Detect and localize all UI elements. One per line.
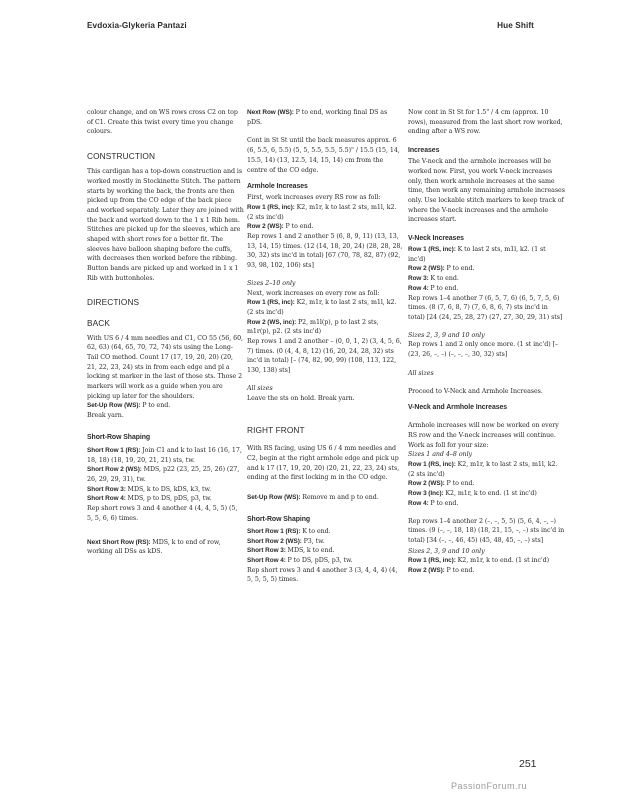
row-label: Short Row 2 (WS): — [87, 466, 144, 474]
pattern-row — [247, 203, 404, 222]
paragraph: Rep rows 1 and 2 another – (0, 0, 1, 2) (3, 4, 5, 6, 7) times. (0 (4, 4, 8, 12) (16, 20, 24, 28, 32) sts inc'd in total) [– (74, 82, 90, 99) (108, 113, 122, 130, 138) sts] — [247, 338, 402, 375]
row-instruction: P to end. — [285, 223, 314, 231]
row-instruction: Join C1 and k to last 16 (16, 17, 18, 18) (18, 19, 20, 21, 21) sts, tw. — [87, 446, 242, 464]
row-instruction: K2, m1r, k to last 2 sts, m1l, k2. (2 sts inc'd) — [247, 299, 397, 316]
row-instruction: K2, m1r, k to end. (1 st inc'd) — [445, 490, 537, 498]
row-label: Row 1 (RS, inc): — [247, 203, 297, 211]
pattern-row — [247, 556, 404, 566]
row-label: Row 3: — [408, 275, 431, 283]
row-instruction: MDS, p22 (23, 25, 25, 26) (27, 26, 29, 29, 31), tw. — [87, 466, 240, 483]
paragraph: Rep rows 1–4 another 7 (6, 5, 7, 6) (6, 5, 7, 5, 6) times. (8 (7, 6, 8, 7) (7, 6, 8, 6, 7) sts inc'd in total) [24 (24, 25, 28, 27) (27, 27, 30, 29, 31) sts] — [408, 294, 563, 321]
row-instruction: K2, m1r, k to last 2 sts, m1l, k2. (2 sts inc'd) — [408, 460, 558, 478]
section-heading: BACK — [87, 317, 110, 328]
row-instruction: K2, m1r, k to end. (1 st inc'd) — [457, 557, 550, 565]
row-label: Next Row (WS): — [247, 109, 296, 116]
row-label: Row 3 (Inc): — [408, 490, 446, 498]
paragraph: First, work increases every RS row as foll: — [247, 194, 381, 202]
pattern-row — [87, 494, 244, 504]
pattern-row — [247, 222, 404, 232]
running-header-title: Hue Shift — [497, 21, 534, 30]
row-label: Row 1 (RS, inc): — [408, 246, 458, 254]
pattern-row — [247, 318, 404, 337]
row-instruction: P to DS, pDS, p3, tw. — [287, 556, 353, 564]
paragraph: Cont in St St until the back measures approx. 6 (6, 5.5, 6, 5.5) (5, 5, 5.5, 5.5, 5.5)" / 15.5 (15, 14, 15.5, 14) (13, 12.5, 14, 15, 14) cm from the centre of the CO edge. — [247, 137, 400, 174]
row-label: Row 2 (WS): — [408, 265, 447, 273]
pattern-row — [408, 479, 565, 489]
row-label: Short Row 3: — [247, 547, 288, 555]
subsection-heading: Short-Row Shaping — [247, 515, 311, 523]
watermark: PassionForum.ru — [451, 781, 528, 791]
running-header-author: Evdoxia-Glykeria Pantazi — [87, 21, 187, 30]
paragraph: Next, work increases on every row as foll: — [247, 289, 380, 297]
pattern-row — [87, 465, 244, 484]
subsection-heading: V-Neck Increases — [408, 235, 464, 243]
pattern-row — [408, 284, 565, 294]
row-label: Next Short Row (RS): — [87, 538, 153, 546]
pattern-row — [408, 556, 565, 566]
pattern-row — [247, 493, 404, 503]
pattern-row — [247, 527, 404, 537]
row-label: Row 1 (RS, inc): — [247, 299, 297, 307]
paragraph: Rep short rows 3 and 4 another 3 (3, 4, 4, 4) (4, 5, 5, 5, 5) times. — [247, 566, 398, 584]
size-note: Sizes 2, 3, 9 and 10 only — [408, 547, 485, 555]
paragraph: Rep rows 1 and 2 another 5 (6, 8, 9, 11) (13, 13, 13, 14, 15) times. (12 (14, 18, 20, 24) (28, 28, 28, 30, 32) sts inc'd in total) [67 (70, 78, 82, 87) (92, 93, 98, 102, 106) sts] — [247, 233, 403, 270]
subsection-heading: V-Neck and Armhole Increases — [408, 404, 508, 412]
row-instruction: P to end. — [446, 567, 475, 575]
size-note: All sizes — [408, 369, 434, 377]
paragraph: Proceed to V-Neck and Armhole Increases. — [408, 388, 543, 396]
subsection-heading: Increases — [408, 147, 440, 155]
section-heading: RIGHT FRONT — [247, 425, 305, 436]
paragraph: With RS facing, using US 6 / 4 mm needles and C2, begin at the right armhole edge and pick up and k 17 (17, 19, 20, 20) (20, 21, 22, 23, 24) sts, ending at the first locking m in the CO edge. — [247, 445, 400, 482]
pattern-row — [87, 446, 244, 465]
row-label: Row 2 (WS): — [247, 223, 286, 231]
row-label: Row 2 (WS, inc): — [247, 318, 298, 326]
row-label: Set-Up Row (WS): — [87, 402, 143, 410]
paragraph: Rep short rows 3 and 4 another 4 (4, 4, 5, 5) (5, 5, 5, 6, 6) times. — [87, 505, 238, 522]
size-note: Sizes 1 and 4–8 only — [408, 451, 473, 459]
pattern-row — [408, 274, 565, 284]
row-instruction: P to end. — [446, 480, 475, 488]
pattern-row — [247, 537, 404, 547]
size-note: All sizes — [247, 384, 273, 392]
pattern-row — [247, 298, 404, 317]
pattern-row — [408, 489, 565, 499]
paragraph: Rep rows 1–4 another 2 (–, –, 5, 5) (5, 6, 4, –, –) times. (9 (–, –, 18, 18) (18, 21, 15, –, –) sts inc'd in total) [34 (–, –, 46, 45) (45, 48, 45, –, –) sts] — [408, 517, 565, 544]
row-label: Short Row 4: — [87, 495, 128, 503]
paragraph: Leave the sts on hold. Break yarn. — [247, 394, 355, 402]
row-label: Row 4: — [408, 499, 431, 507]
row-instruction: P to end. — [430, 499, 459, 507]
row-instruction: K2, m1r, k to last 2 sts, m1l, k2. (2 sts inc'd) — [247, 203, 397, 221]
paragraph: Break yarn. — [87, 412, 124, 420]
row-instruction: P2, m1l(p), p to last 2 sts, m1r(p), p2. (2 sts inc'd) — [247, 318, 379, 336]
row-instruction: P to end. — [430, 284, 459, 292]
paragraph: Armhole increases will now be worked on every RS row and the V-neck increases will continue. Work as foll for your size: — [408, 422, 559, 449]
section-heading: CONSTRUCTION — [87, 151, 156, 162]
paragraph: Rep rows 1 and 2 only once more. (1 st inc'd) [– (23, 26, –, –) (–, –, –, 30, 32) sts] — [408, 341, 559, 359]
paragraph: With US 6 / 4 mm needles and C1, CO 55 (56, 60, 62, 63) (64, 65, 70, 72, 74) sts using the Long-Tail CO method. Count 17 (17, 19, 20, 20) (20, 21, 22, 23, 24) sts in from each edge and pl a locking st marker in the last of those sts. Those 2 markers will work as a guide when you are picking up later for the shoulders. — [87, 334, 243, 400]
row-instruction: P to end. — [446, 265, 475, 273]
pattern-row — [87, 485, 244, 495]
text-column-2 — [247, 108, 404, 585]
pattern-row — [408, 264, 565, 274]
row-label: Short Row 3: — [87, 485, 128, 493]
row-label: Short Row 1 (RS): — [87, 446, 143, 454]
pattern-row — [408, 499, 565, 509]
subsection-heading: Short-Row Shaping — [87, 433, 151, 441]
row-label: Row 2 (WS): — [408, 480, 447, 488]
row-label: Short Row 4: — [247, 556, 288, 564]
row-instruction: Remove m and p to end. — [302, 494, 379, 502]
paragraph: Now cont in St St for 1.5" / 4 cm (approx. 10 rows), measured from the last short row worked, ending after a WS row. — [408, 109, 563, 136]
size-note: Sizes 2, 3, 9 and 10 only — [408, 331, 485, 339]
pattern-row — [408, 245, 565, 264]
row-instruction: MDS, k to end. — [287, 547, 335, 555]
subsection-heading: Armhole Increases — [247, 183, 308, 191]
page-number: 251 — [519, 758, 537, 770]
row-instruction: MDS, k to DS, kDS, k3, tw. — [127, 485, 212, 493]
row-instruction: P to end. — [142, 402, 171, 410]
paragraph: This cardigan has a top-down construction and is worked mostly in Stockinette Stitch. The pattern starts by working the back, the fronts are then picked up from the CO edge of the back piece and worked separately. Later they are joined with the back and worked down to the 1 x 1 Rib hem. Stitches are picked up for the sleeves, which are shaped with short rows for a better fit. The sleeves have balloon shaping before the cuffs, with decreases then worked before the ribbing. Button bands are picked up and worked in 1 x 1 Rib with buttonholes. — [87, 168, 244, 282]
row-label: Row 1 (RS, inc): — [408, 557, 458, 565]
section-heading: DIRECTIONS — [87, 296, 140, 307]
pattern-row — [87, 401, 244, 411]
pattern-row — [247, 108, 404, 127]
row-label: Row 2 (WS): — [408, 567, 447, 575]
row-instruction: K to last 2 sts, m1l, k2. (1 st inc'd) — [408, 246, 546, 263]
row-label: Short Row 1 (RS): — [247, 527, 303, 535]
paragraph: colour change, and on WS rows cross C2 on top of C1. Create this twist every time you change colours. — [87, 109, 238, 136]
pattern-row — [87, 538, 244, 557]
row-label: Row 1 (RS, inc): — [408, 460, 458, 468]
row-label: Short Row 2 (WS): — [247, 537, 304, 545]
pattern-row — [247, 546, 404, 556]
row-instruction: K to end. — [302, 527, 331, 535]
row-label: Row 4: — [408, 284, 431, 292]
row-instruction: K to end. — [430, 275, 459, 283]
pattern-row — [408, 566, 565, 576]
pattern-row — [408, 460, 565, 479]
size-note: Sizes 2–10 only — [247, 279, 296, 287]
row-instruction: MDS, k to end of row, working all DSs as kDS. — [87, 538, 221, 556]
row-instruction: P to end, working final DS as pDS. — [247, 109, 388, 126]
paragraph: The V-neck and the armhole increases will be worked now. First, you work V-neck increases only, then work armhole increases at the same time, then work any remaining armhole increases only. Use lockable stitch markers to keep track of where the V-neck increases and the armhole increases start. — [408, 158, 565, 224]
row-label: Set-Up Row (WS): — [247, 494, 303, 502]
row-instruction: P3, tw. — [303, 537, 325, 545]
text-column-3 — [408, 108, 565, 576]
text-column-1 — [87, 108, 244, 557]
row-instruction: MDS, p to DS, pDS, p3, tw. — [127, 495, 212, 503]
